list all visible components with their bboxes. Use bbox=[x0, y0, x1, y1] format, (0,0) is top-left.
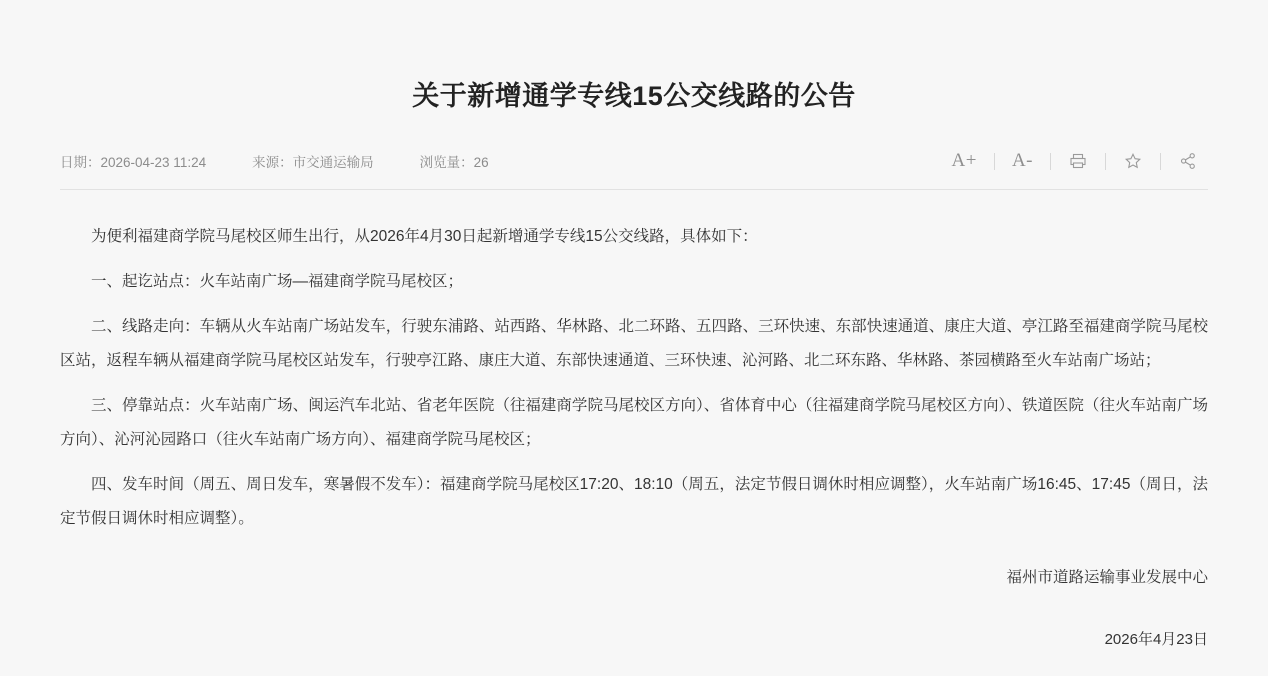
font-decrease-button[interactable]: A- bbox=[1011, 150, 1033, 172]
source-label: 来源： bbox=[252, 155, 293, 171]
view-count-label: 浏览量： bbox=[419, 155, 474, 171]
article-paragraph: 一、起讫站点：火车站南广场—福建商学院马尾校区； bbox=[91, 273, 464, 291]
publish-date-value: 2026-04-23 11:24 bbox=[100, 155, 207, 171]
publish-date bbox=[60, 151, 206, 171]
tool-divider-2 bbox=[1050, 153, 1051, 170]
article-paragraph: 三、停靠站点：火车站南广场、闽运汽车北站、省老年医院（往福建商学院马尾校区方向）、省体育中心（往福建商学院马尾校区方向）、铁道医院（往火车站南广场方向）、沁河沁园路口（往火车站南广场方向）、福建商学院马尾校区； bbox=[60, 397, 1208, 449]
tool-divider-4 bbox=[1160, 153, 1161, 170]
view-count-value: 26 bbox=[473, 155, 489, 171]
font-increase-button[interactable]: A+ bbox=[951, 150, 977, 172]
tool-divider-1 bbox=[994, 153, 995, 170]
share-icon[interactable] bbox=[1168, 152, 1208, 170]
source-value: 市交通运输局 bbox=[292, 155, 374, 171]
printer-icon[interactable] bbox=[1058, 152, 1098, 170]
article-body bbox=[60, 190, 1208, 536]
page-title: 关于新增通学专线15公交线路的公告 bbox=[412, 81, 856, 112]
article-paragraph: 四、发车时间（周五、周日发车，寒暑假不发车）：福建商学院马尾校区17:20、18:10（周五，法定节假日调休时相应调整），火车站南广场16:45、17:45（周日，法定节假日调休时相应调整）。 bbox=[60, 476, 1208, 528]
tool-divider-3 bbox=[1105, 153, 1106, 170]
signature-block bbox=[60, 562, 1208, 656]
source bbox=[252, 151, 374, 171]
signature-date: 2026年4月23日 bbox=[1104, 631, 1208, 649]
article-page bbox=[0, 18, 1268, 676]
meta-info bbox=[60, 151, 489, 171]
article-tools bbox=[942, 150, 1209, 172]
publish-date-label: 日期： bbox=[60, 155, 101, 171]
meta-bar bbox=[60, 150, 1208, 190]
article-paragraph: 为便利福建商学院马尾校区师生出行，从2026年4月30日起新增通学专线15公交线路，具体如下： bbox=[91, 228, 758, 246]
signature-org: 福州市道路运输事业发展中心 bbox=[1006, 569, 1208, 587]
article-paragraph: 二、线路走向：车辆从火车站南广场站发车，行驶东浦路、站西路、华林路、北二环路、五四路、三环快速、东部快速通道、康庄大道、亭江路至福建商学院马尾校区站，返程车辆从福建商学院马尾校区站发车，行驶亭江路、康庄大道、东部快速通道、三环快速、沁河路、北二环东路、华林路、茶园横路至火车站南广场站； bbox=[60, 318, 1208, 370]
star-icon[interactable] bbox=[1113, 152, 1153, 170]
view-count bbox=[420, 151, 489, 171]
